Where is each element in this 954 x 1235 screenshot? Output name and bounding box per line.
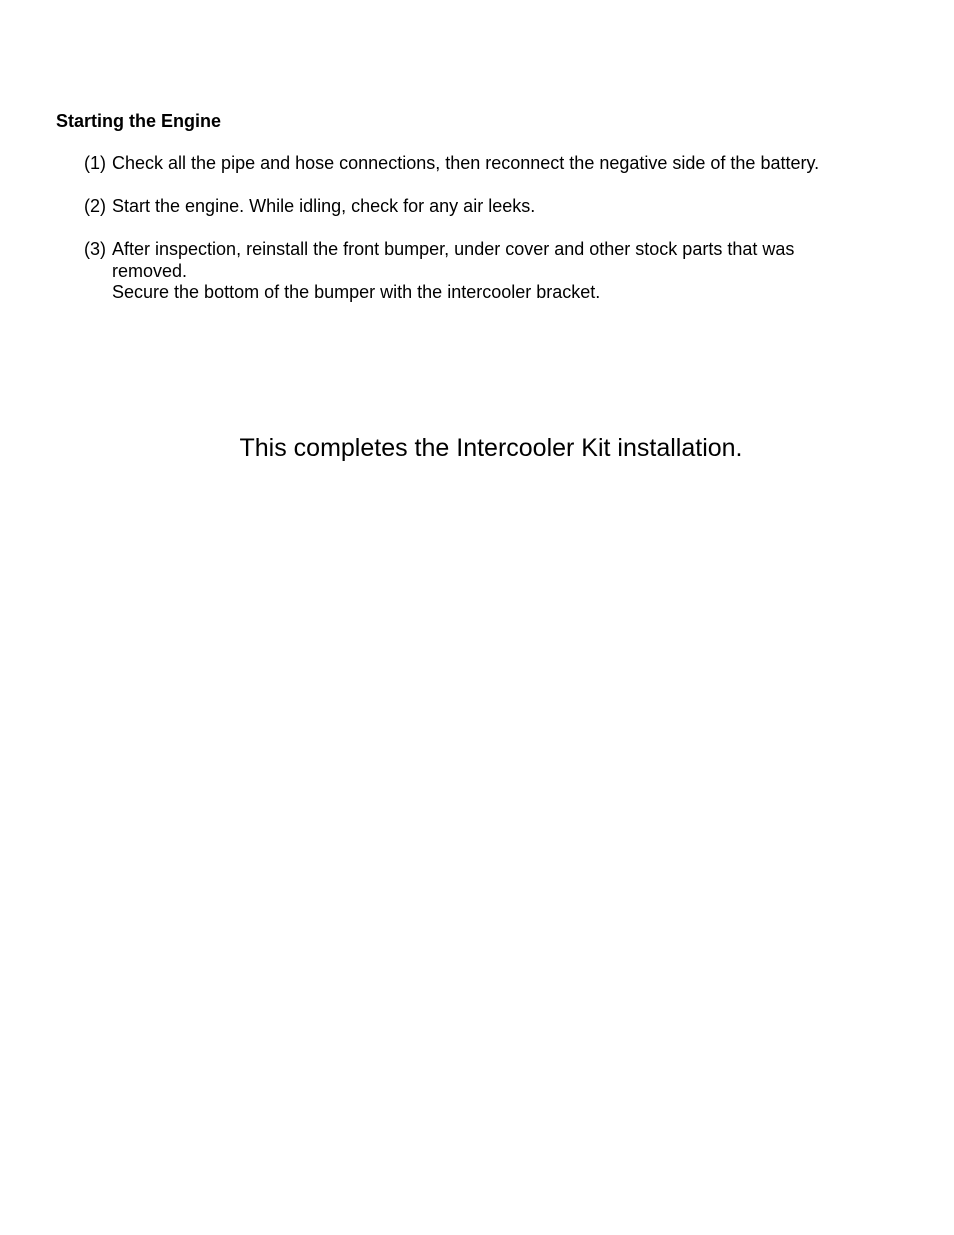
step-item <box>84 153 864 175</box>
step-number: (1) <box>84 153 106 173</box>
step-item <box>84 196 864 218</box>
step-line: Secure the bottom of the bumper with the intercooler bracket. <box>112 282 601 302</box>
step-number: (2) <box>84 196 106 216</box>
section-heading: Starting the Engine <box>56 111 222 131</box>
step-number: (3) <box>84 239 106 259</box>
step-item <box>84 239 864 304</box>
step-line: Check all the pipe and hose connections, then reconnect the negative side of the battery. <box>112 153 820 173</box>
step-text <box>112 239 864 304</box>
step-text <box>112 196 864 218</box>
step-text <box>112 153 864 175</box>
completion-message: This completes the Intercooler Kit installation. <box>239 434 743 462</box>
step-line: Start the engine. While idling, check for any air leeks. <box>112 196 536 216</box>
step-line: After inspection, reinstall the front bumper, under cover and other stock parts that was removed. <box>112 239 795 281</box>
